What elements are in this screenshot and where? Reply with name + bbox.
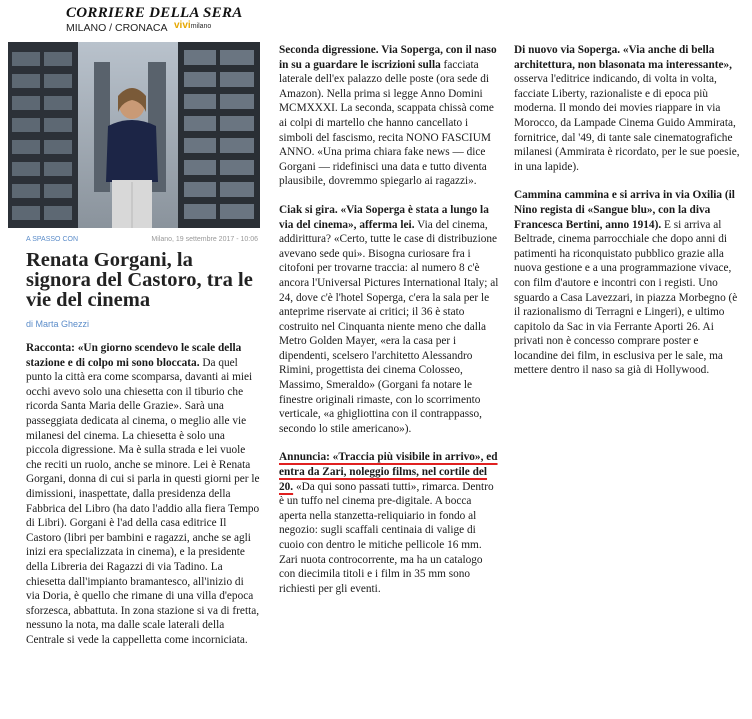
col3-paragraph-1: Di nuovo via Soperga. «Via anche di bella architettura, non blasonata ma interessante», osserva l'editrice indicando, di volta in volta, facciate Liberty, razionaliste e di epoca più moderna. Il mondo dei movies riappare in via Morocco, da Lampade Cinema Guido Ammirata, fornitrice, dal '49, di tante sale cinematografiche milanesi (Ammirata è ricordato, per le sue poesie, in una lapide). [514,44,740,173]
column-1 [8,0,260,646]
masthead [8,0,260,42]
highlighted-quote: Annuncia: «Traccia più visibile in arrivo», ed entra da Zari, noleggio films, nel cortile del 20. [279,451,498,493]
col2-paragraph-3: Annuncia: «Traccia più visibile in arrivo», ed entra da Zari, noleggio films, nel cortile del 20. «Da qui sono passati tutti», rimarca. Dentro è un tuffo nel cinema pre-digitale. A bocca aperta nella stanzetta-reliquiario in fondo al negozio: sugli scaffali centinaia di valige di cuoio con dentro le mitiche pellicole 16 mm. Zari nuota controcorrente, ma ha un catalogo con diecimila titoli e i film in 35 mm sono richiesti per gli eventi. [279,451,498,595]
col2-paragraph-1: Seconda digressione. Via Soperga, con il naso in su a guardare le iscrizioni sulla facciata laterale dell'ex palazzo delle poste (ora sede di Amazon). Nella prima si legge Anno Domini MCMXXXI. La seconda, scappata chissà come ai colpi di martello che hanno cancellato i simboli del fascismo, recita NONO FASCIUM ANNO. «Una prima chiara fake news — dice Gorgani — ridefinisci una data e tutto diventa plausibile, dovremmo spiegarlo ai ragazzi». [279,44,497,188]
newspaper-logo[interactable]: CORRIERE DELLA SERA [66,5,243,21]
vivimilano-logo[interactable]: vivimilano [174,20,212,31]
column-3 [514,43,744,392]
author-link[interactable]: Marta Ghezzi [35,319,90,329]
article-photo [8,42,260,228]
article-date: Milano, 19 settembre 2017 - 10:06 [151,236,258,243]
col3-paragraph-2: Cammina cammina e si arriva in via Oxilia (il Nino regista di «Sangue blu», con la diva Francesca Bertini, anno 1914). E si arriva al Beltrade, cinema parrocchiale che dopo anni di patimenti ha riconquistato pubblico grazie alla nuova gestione e a una programmazione vivace, con film d'autore e incontri con i registi. Uno sguardo a Casa Lavezzari, in piazza Morbegno (è il razionalismo di Terragni e Lingeri), e ultimo capitolo da Sac in via Ferrante Aporti 26. Ai privati non è concesso comprare poster e locandine dei film, in esclusiva per le sale, ma mettere dentro il naso sa già di Hollywood. [514,189,738,377]
col2-paragraph-2: Ciak si gira. «Via Soperga è stata a lungo la via del cinema», afferma lei. Via del cinema, addirittura? «Certo, tutte le case di distribuzione avevano sede qui». Bisogna curiosare fra i citofoni per trovarne traccia: al numero 8 c'è ancora l'Universal Pictures International Italy; al 24, dove c'è l'hotel Soperga, c'era la sala per le anteprime riservate ai critici; il 36 è stato costruito nel Cinquanta niente meno che dalla Metro Golden Mayer, «era la casa per i dipendenti, scelsero l'architetto Alessandro Rimini, progettista dei cinema Colosseo, Massimo, Smeraldo» (Gorgani fa notare le finestre originali rimaste, con lo scorrimento verticale, «a ghigliottina con il contrappasso, secondo lo stile americano»). [279,203,499,435]
byline: di Marta Ghezzi [26,319,90,329]
article-meta [26,236,258,243]
column-2 [279,43,499,610]
col1-text: Racconta: «Un giorno scendevo le scale della stazione e di colpo mi sono bloccata. Da quel punto la città era come scomparsa, davanti ai miei occhi avevo solo una chiesetta con il tiburio che ricorda Santa Maria delle Grazie». Sarà una passeggiata dedicata al cinema, o meglio alle vie milanesi del cinema. La chiesetta è solo una piccola digressione. Ma è sulla strada e lei vuole che reciti un ruolo, anche se minore. Lei è Renata Gorgani, donna di cui si parla in questi giorni per le dimissioni, inaspettate, dalla presidenza della Fabbrica del Libro (ha dato l'addio alla fiera Tempo di Libri). Gorgani è l'ad della casa editrice Il Castoro (libri per bambini e ragazzi, anche se agli inizi era specializzata in cinema), e la presidente della Libreria dei Ragazzi di via Tadino. La chiesetta dall'impianto bramantesco, all'inizio di via Doria, è quello che rimane di una villa d'epoca sforzesca, abbattuta. In zona stazione si va di fretta, nessuno la nota, ma dalle scale laterali della Centrale si vede la cappelletta come incorniciata. [26,342,260,646]
headline: Renata Gorgani, la signora del Castoro, tra le vie del cinema [26,249,253,311]
kicker-link[interactable]: A SPASSO CON [26,236,78,243]
section-label[interactable]: MILANO / CRONACA [66,22,168,34]
